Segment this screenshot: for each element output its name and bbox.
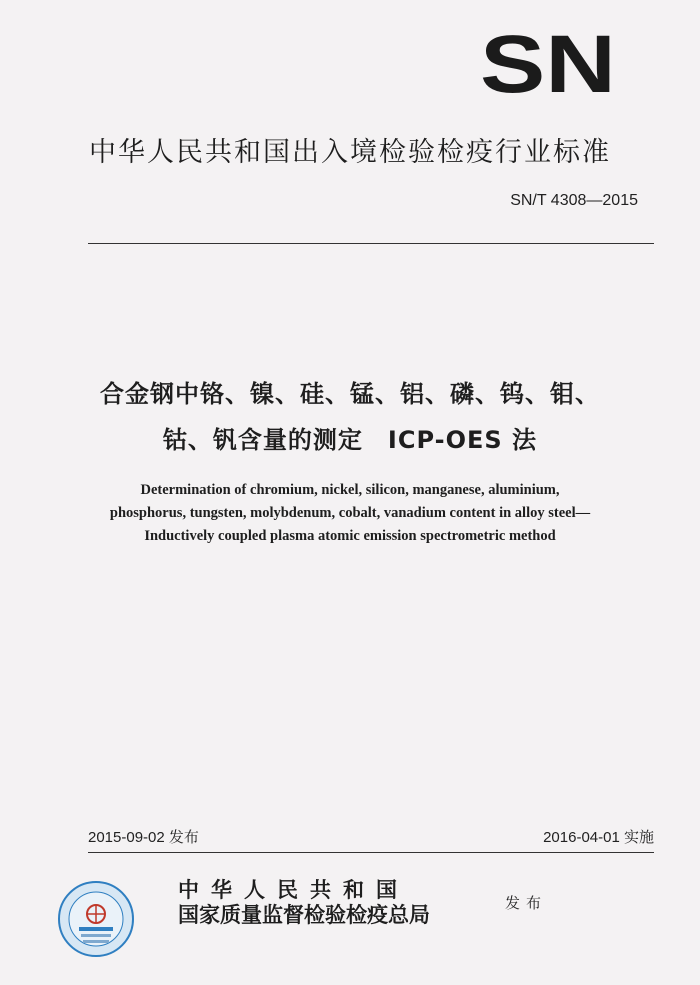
implementation-date: 2016-04-01 实施 (543, 829, 654, 846)
industry-standard-title: 中华人民共和国出入境检验检疫行业标准 (89, 137, 611, 168)
cn-title-line-1: 合金钢中铬、镍、硅、锰、铝、磷、钨、钼、 (100, 380, 600, 408)
standard-number: SN/T 4308—2015 (510, 192, 638, 209)
cn-title-line-2: 钴、钒含量的测定 ICP-OES 法 (162, 426, 538, 454)
en-title-line-1: Determination of chromium, nickel, silicon, manganese, aluminium, (140, 482, 560, 498)
issued-by-label: 发布 (505, 894, 548, 912)
sn-logo-text: SN (480, 30, 616, 100)
issuer-line-1: 中华人民共和国 (178, 877, 409, 902)
top-divider (88, 243, 654, 244)
en-title-line-3: Inductively coupled plasma atomic emission spectrometric method (144, 528, 556, 544)
anti-counterfeit-seal-icon (57, 880, 135, 958)
issuer-line-2: 国家质量监督检验检疫总局 (178, 902, 430, 927)
issuing-authority (178, 878, 430, 928)
sn-logo (478, 30, 618, 100)
bottom-divider (88, 852, 654, 853)
issue-date: 2015-09-02 发布 (88, 829, 199, 846)
en-title-line-2: phosphorus, tungsten, molybdenum, cobalt, vanadium content in alloy steel— (109, 505, 591, 521)
